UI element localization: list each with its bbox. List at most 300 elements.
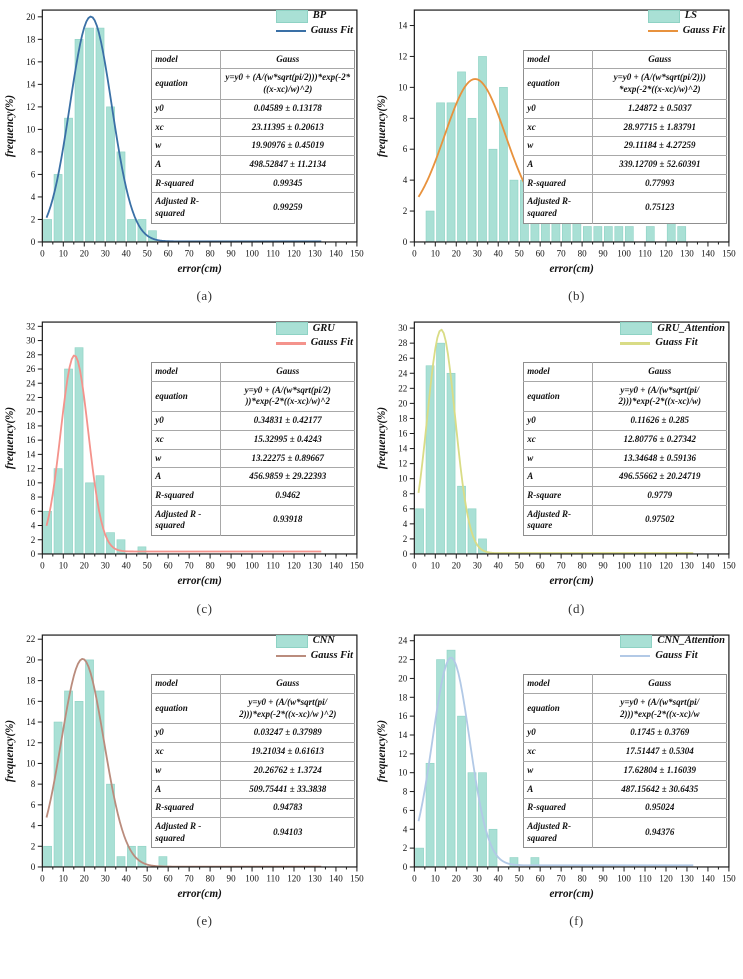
series-swatch-icon (648, 10, 680, 23)
x-tick-label: 60 (535, 248, 545, 259)
y-axis-ticks (398, 323, 414, 559)
bar (416, 509, 424, 554)
param-label: xc (524, 743, 593, 762)
panel-caption-b: (b) (568, 288, 585, 304)
table-row (152, 724, 355, 743)
table-row (524, 430, 727, 449)
x-tick-label: 50 (142, 873, 152, 884)
param-value: 0.93918 (221, 505, 355, 535)
panel-d (372, 314, 741, 622)
series-label: LS (684, 10, 697, 22)
y-axis-label: frequency(%) (4, 94, 17, 158)
y-tick-label: 18 (26, 675, 36, 686)
param-value: 456.9859 ± 29.22393 (221, 468, 355, 487)
y-tick-label: 24 (26, 378, 36, 389)
x-tick-label: 90 (598, 873, 608, 884)
param-label: y0 (152, 724, 221, 743)
y-tick-label: 12 (398, 748, 408, 759)
panel-caption-f: (f) (569, 912, 584, 928)
x-tick-label: 90 (226, 248, 236, 259)
y-axis-ticks (398, 635, 414, 871)
param-label: equation (152, 694, 221, 724)
param-value: Gauss (276, 678, 300, 689)
y-tick-label: 32 (26, 321, 36, 332)
x-tick-label: 10 (58, 248, 68, 259)
x-tick-label: 0 (412, 873, 417, 884)
x-tick-label: 20 (79, 248, 89, 259)
param-value: 0.99259 (221, 193, 355, 223)
param-value: Gauss (276, 53, 300, 64)
table-row (524, 381, 727, 411)
table-row (524, 118, 727, 137)
legend-series-row (648, 10, 725, 23)
param-label: A (152, 780, 221, 799)
y-axis-ticks (26, 634, 42, 872)
x-axis-ticks (412, 867, 736, 884)
table-row (524, 412, 727, 431)
x-tick-label: 140 (701, 560, 715, 571)
table-row (524, 99, 727, 118)
param-value: 19.90976 ± 0.45019 (221, 137, 355, 156)
x-tick-label: 0 (40, 873, 45, 884)
x-tick-label: 110 (638, 560, 652, 571)
legend-fit-row (276, 651, 353, 662)
table-row (152, 761, 355, 780)
param-label: xc (524, 118, 593, 137)
x-tick-label: 80 (205, 248, 215, 259)
param-label: equation (152, 69, 221, 99)
x-tick-label: 120 (659, 248, 673, 259)
y-axis-ticks (398, 21, 414, 247)
y-tick-label: 8 (402, 113, 408, 124)
bar (44, 846, 52, 867)
x-tick-label: 60 (163, 248, 173, 259)
x-tick-label: 110 (638, 248, 652, 259)
table-row (152, 363, 355, 382)
x-axis-label: error(cm) (177, 575, 222, 588)
table-row (152, 449, 355, 468)
legend-e (276, 635, 353, 662)
table-row (524, 780, 727, 799)
x-tick-label: 30 (100, 560, 110, 571)
x-tick-label: 150 (722, 248, 736, 259)
legend-series-row (276, 322, 353, 335)
x-tick-label: 90 (598, 560, 608, 571)
y-axis-label: frequency(%) (376, 407, 389, 470)
bar (138, 547, 146, 554)
table-row (524, 363, 727, 382)
param-value: 19.21034 ± 0.61613 (221, 743, 355, 762)
bar (85, 660, 93, 867)
table-row (524, 69, 727, 99)
param-label: equation (524, 381, 593, 411)
y-axis-label: frequency(%) (4, 407, 17, 470)
y-tick-label: 14 (26, 79, 36, 90)
bar (604, 227, 612, 242)
param-label: y0 (524, 412, 593, 431)
y-tick-label: 16 (398, 710, 408, 721)
param-label: model (524, 675, 593, 694)
param-value: 0.97502 (593, 505, 727, 535)
table-row (524, 137, 727, 156)
bar (468, 772, 476, 866)
param-label: w (152, 137, 221, 156)
x-tick-label: 130 (308, 248, 322, 259)
table-row (152, 675, 355, 694)
param-label: model (152, 675, 221, 694)
x-tick-label: 130 (680, 560, 694, 571)
y-tick-label: 4 (30, 191, 36, 202)
y-tick-label: 0 (30, 236, 36, 247)
x-tick-label: 80 (577, 873, 587, 884)
table-row (524, 468, 727, 487)
y-tick-label: 6 (402, 805, 408, 816)
y-tick-label: 6 (30, 169, 36, 180)
x-tick-label: 40 (121, 873, 131, 884)
figure-grid (0, 2, 743, 935)
bar (117, 856, 125, 866)
param-value: 496.55662 ± 20.24719 (593, 468, 727, 487)
param-label: Adjusted R-squared (524, 193, 593, 223)
x-tick-label: 100 (245, 560, 259, 571)
x-tick-label: 150 (722, 873, 736, 884)
y-tick-label: 2 (30, 535, 36, 546)
param-label: model (524, 363, 593, 382)
y-tick-label: 30 (26, 335, 36, 346)
fit-parameter-table (523, 50, 727, 224)
x-tick-label: 150 (350, 560, 364, 571)
fit-parameter-table (151, 674, 355, 848)
fit-line-icon (620, 655, 650, 657)
y-tick-label: 8 (402, 489, 408, 500)
param-value: 1.24872 ± 0.5037 (593, 99, 727, 118)
histogram-bars (44, 660, 167, 867)
param-value: 0.03247 ± 0.37989 (221, 724, 355, 743)
param-value: 0.9462 (221, 486, 355, 505)
y-tick-label: 0 (402, 549, 408, 560)
table-row (524, 817, 727, 847)
y-tick-label: 20 (398, 398, 408, 409)
x-tick-label: 50 (142, 248, 152, 259)
x-tick-label: 60 (535, 560, 545, 571)
param-value: 13.34648 ± 0.59136 (593, 449, 727, 468)
x-tick-label: 140 (329, 873, 343, 884)
x-tick-label: 100 (245, 248, 259, 259)
y-tick-label: 2 (30, 840, 36, 851)
bar (416, 848, 424, 867)
param-label: A (524, 155, 593, 174)
bar (437, 343, 445, 554)
fit-parameter-table (151, 50, 355, 224)
x-tick-label: 0 (40, 560, 45, 571)
table-row (152, 193, 355, 223)
equation-value: y=y0 + (A/(w*sqrt(pi/ 2)))*exp(-2*((x-xc)/w (593, 694, 727, 724)
x-tick-label: 30 (100, 248, 110, 259)
fit-label: Gauss Fit (310, 25, 353, 36)
param-value: Gauss (648, 366, 672, 377)
param-value: 13.22275 ± 0.89667 (221, 449, 355, 468)
bar (127, 219, 135, 242)
table-row (524, 743, 727, 762)
table-row (152, 817, 355, 847)
param-value: Gauss (648, 678, 672, 689)
x-tick-label: 50 (514, 560, 524, 571)
x-tick-label: 100 (617, 560, 631, 571)
equation-value: y=y0 + (A/(w*sqrt(pi/2)))*exp(-2*((x-xc)/w)^2) (221, 69, 355, 99)
x-tick-label: 20 (79, 873, 89, 884)
bar (457, 716, 465, 867)
panel-caption-a: (a) (196, 288, 213, 304)
x-tick-label: 50 (514, 873, 524, 884)
param-value: 339.12709 ± 52.60391 (593, 155, 727, 174)
param-label: xc (152, 743, 221, 762)
x-tick-label: 130 (680, 873, 694, 884)
x-tick-label: 0 (412, 560, 417, 571)
param-label: w (152, 761, 221, 780)
x-axis-ticks (412, 554, 736, 571)
legend-series-row (276, 10, 353, 23)
param-value: 0.75123 (593, 193, 727, 223)
y-tick-label: 4 (30, 820, 36, 831)
x-tick-label: 80 (205, 560, 215, 571)
x-tick-label: 40 (121, 560, 131, 571)
y-tick-label: 18 (26, 34, 36, 45)
y-tick-label: 12 (398, 51, 408, 62)
x-tick-label: 150 (350, 248, 364, 259)
x-tick-label: 130 (308, 873, 322, 884)
fit-line-icon (276, 30, 306, 32)
x-tick-label: 30 (472, 560, 482, 571)
param-value: 0.94376 (593, 817, 727, 847)
x-tick-label: 20 (451, 560, 461, 571)
table-row (152, 381, 355, 411)
param-value: 509.75441 ± 33.3838 (221, 780, 355, 799)
param-value: 0.11626 ± 0.285 (593, 412, 727, 431)
x-axis-ticks (40, 554, 364, 571)
table-row (152, 743, 355, 762)
panel-c (0, 314, 369, 622)
param-label: Adjusted R-squared (524, 817, 593, 847)
x-tick-label: 80 (205, 873, 215, 884)
bar (678, 227, 686, 242)
x-tick-label: 50 (514, 248, 524, 259)
table-row (152, 99, 355, 118)
x-tick-label: 10 (58, 873, 68, 884)
table-row (152, 50, 355, 69)
bar (106, 107, 114, 242)
legend-a (276, 10, 353, 37)
x-tick-label: 140 (701, 248, 715, 259)
x-tick-label: 60 (163, 873, 173, 884)
y-axis-label: frequency(%) (376, 94, 389, 158)
x-axis-ticks (412, 242, 736, 259)
y-axis-label: frequency(%) (4, 719, 17, 782)
param-label: Adjusted R -squared (152, 505, 221, 535)
param-label: model (524, 50, 593, 69)
equation-value: y=y0 + (A/(w*sqrt(pi/ 2)))*exp(-2*((x-xc)/w )^2) (221, 694, 355, 724)
param-label: Adjusted R -squared (152, 817, 221, 847)
bar (468, 118, 476, 242)
param-label: A (524, 780, 593, 799)
table-row (524, 505, 727, 535)
y-tick-label: 10 (398, 767, 408, 778)
param-label: model (152, 50, 221, 69)
x-tick-label: 120 (659, 873, 673, 884)
x-axis-label: error(cm) (549, 887, 594, 900)
x-tick-label: 130 (308, 560, 322, 571)
param-value: 29.11184 ± 4.27259 (593, 137, 727, 156)
y-tick-label: 18 (398, 691, 408, 702)
series-swatch-icon (276, 322, 308, 335)
panel-caption-c: (c) (196, 600, 213, 616)
y-tick-label: 8 (30, 492, 36, 503)
y-tick-label: 0 (402, 236, 408, 247)
x-tick-label: 10 (58, 560, 68, 571)
x-tick-label: 30 (472, 873, 482, 884)
param-value: 0.34831 ± 0.42177 (221, 412, 355, 431)
param-label: xc (524, 430, 593, 449)
legend-d (620, 322, 725, 349)
bar (615, 227, 623, 242)
x-tick-label: 120 (287, 560, 301, 571)
param-value: 0.95024 (593, 799, 727, 818)
series-label: GRU (312, 322, 335, 334)
param-label: model (152, 363, 221, 382)
y-tick-label: 16 (26, 695, 36, 706)
y-tick-label: 18 (26, 421, 36, 432)
x-tick-label: 90 (226, 560, 236, 571)
y-tick-label: 20 (26, 407, 36, 418)
legend-fit-row (276, 26, 353, 37)
y-tick-label: 24 (398, 635, 408, 646)
param-label: A (152, 155, 221, 174)
x-axis-label: error(cm) (177, 887, 222, 900)
y-tick-label: 24 (398, 368, 408, 379)
legend-fit-row (620, 338, 725, 349)
y-tick-label: 8 (30, 146, 36, 157)
y-tick-label: 22 (398, 654, 408, 665)
param-value: 0.77993 (593, 174, 727, 193)
x-tick-label: 80 (577, 560, 587, 571)
x-tick-label: 70 (184, 560, 194, 571)
x-tick-label: 90 (598, 248, 608, 259)
y-tick-label: 14 (26, 449, 36, 460)
table-row (152, 799, 355, 818)
param-value: 20.26762 ± 1.3724 (221, 761, 355, 780)
x-tick-label: 70 (556, 560, 566, 571)
table-row (524, 174, 727, 193)
param-label: y0 (152, 412, 221, 431)
table-row (152, 412, 355, 431)
y-tick-label: 4 (402, 823, 408, 834)
y-tick-label: 20 (26, 654, 36, 665)
x-tick-label: 150 (722, 560, 736, 571)
bar (159, 856, 167, 866)
x-tick-label: 70 (556, 873, 566, 884)
series-label: CNN_Attention (657, 634, 725, 646)
param-value: Gauss (648, 53, 672, 64)
x-tick-label: 80 (577, 248, 587, 259)
y-tick-label: 16 (398, 428, 408, 439)
fit-label: Gauss Fit (655, 649, 698, 661)
y-tick-label: 14 (398, 443, 408, 454)
x-tick-label: 0 (40, 248, 45, 259)
y-tick-label: 2 (402, 842, 408, 853)
x-tick-label: 20 (451, 248, 461, 259)
x-tick-label: 30 (472, 248, 482, 259)
param-label: Adjusted R-squared (152, 193, 221, 223)
table-row (152, 505, 355, 535)
y-tick-label: 14 (26, 716, 36, 727)
table-row (524, 486, 727, 505)
bar (489, 149, 497, 242)
y-tick-label: 14 (398, 729, 408, 740)
x-tick-label: 10 (430, 248, 440, 259)
param-value: 0.94103 (221, 817, 355, 847)
x-tick-label: 70 (184, 873, 194, 884)
equation-value: y=y0 + (A/(w*sqrt(pi/ 2)))*exp(-2*((x-xc)/w) (593, 381, 727, 411)
legend-b (648, 10, 725, 37)
fit-label: Gauss Fit (310, 649, 353, 661)
legend-fit-row (648, 26, 725, 37)
param-value: 0.94783 (221, 799, 355, 818)
y-tick-label: 26 (26, 364, 36, 375)
x-tick-label: 150 (350, 873, 364, 884)
x-tick-label: 60 (163, 560, 173, 571)
bar (510, 180, 518, 242)
y-axis-ticks (26, 322, 42, 560)
param-value: 12.80776 ± 0.27342 (593, 430, 727, 449)
x-tick-label: 60 (535, 873, 545, 884)
y-tick-label: 18 (398, 413, 408, 424)
y-tick-label: 10 (26, 124, 36, 135)
table-row (152, 155, 355, 174)
x-tick-label: 110 (266, 560, 280, 571)
x-tick-label: 10 (430, 873, 440, 884)
histogram-bars (44, 28, 157, 242)
y-tick-label: 10 (398, 474, 408, 485)
table-row (152, 69, 355, 99)
y-tick-label: 26 (398, 353, 408, 364)
param-label: R-squared (524, 174, 593, 193)
param-value: 487.15642 ± 30.6435 (593, 780, 727, 799)
param-label: w (524, 449, 593, 468)
x-tick-label: 100 (617, 248, 631, 259)
param-label: xc (152, 118, 221, 137)
bar (85, 483, 93, 554)
equation-value: y=y0 + (A/(w*sqrt(pi/2))) *exp(-2*((x-xc)/w)^2) (593, 69, 727, 99)
param-label: equation (152, 381, 221, 411)
legend-series-row (276, 635, 353, 648)
x-tick-label: 70 (556, 248, 566, 259)
y-tick-label: 12 (26, 463, 36, 474)
y-axis-ticks (26, 12, 42, 247)
param-value: 17.62804 ± 1.16039 (593, 761, 727, 780)
series-label: CNN (312, 634, 335, 646)
param-value: 0.1745 ± 0.3769 (593, 724, 727, 743)
x-tick-label: 120 (659, 560, 673, 571)
param-label: w (524, 761, 593, 780)
param-value: 23.11395 ± 0.20613 (221, 118, 355, 137)
x-tick-label: 140 (701, 873, 715, 884)
x-tick-label: 20 (79, 560, 89, 571)
x-tick-label: 40 (493, 873, 503, 884)
x-tick-label: 120 (287, 248, 301, 259)
series-swatch-icon (276, 10, 308, 23)
param-label: R-squared (152, 486, 221, 505)
param-label: A (524, 468, 593, 487)
param-value: 17.51447 ± 0.5304 (593, 743, 727, 762)
